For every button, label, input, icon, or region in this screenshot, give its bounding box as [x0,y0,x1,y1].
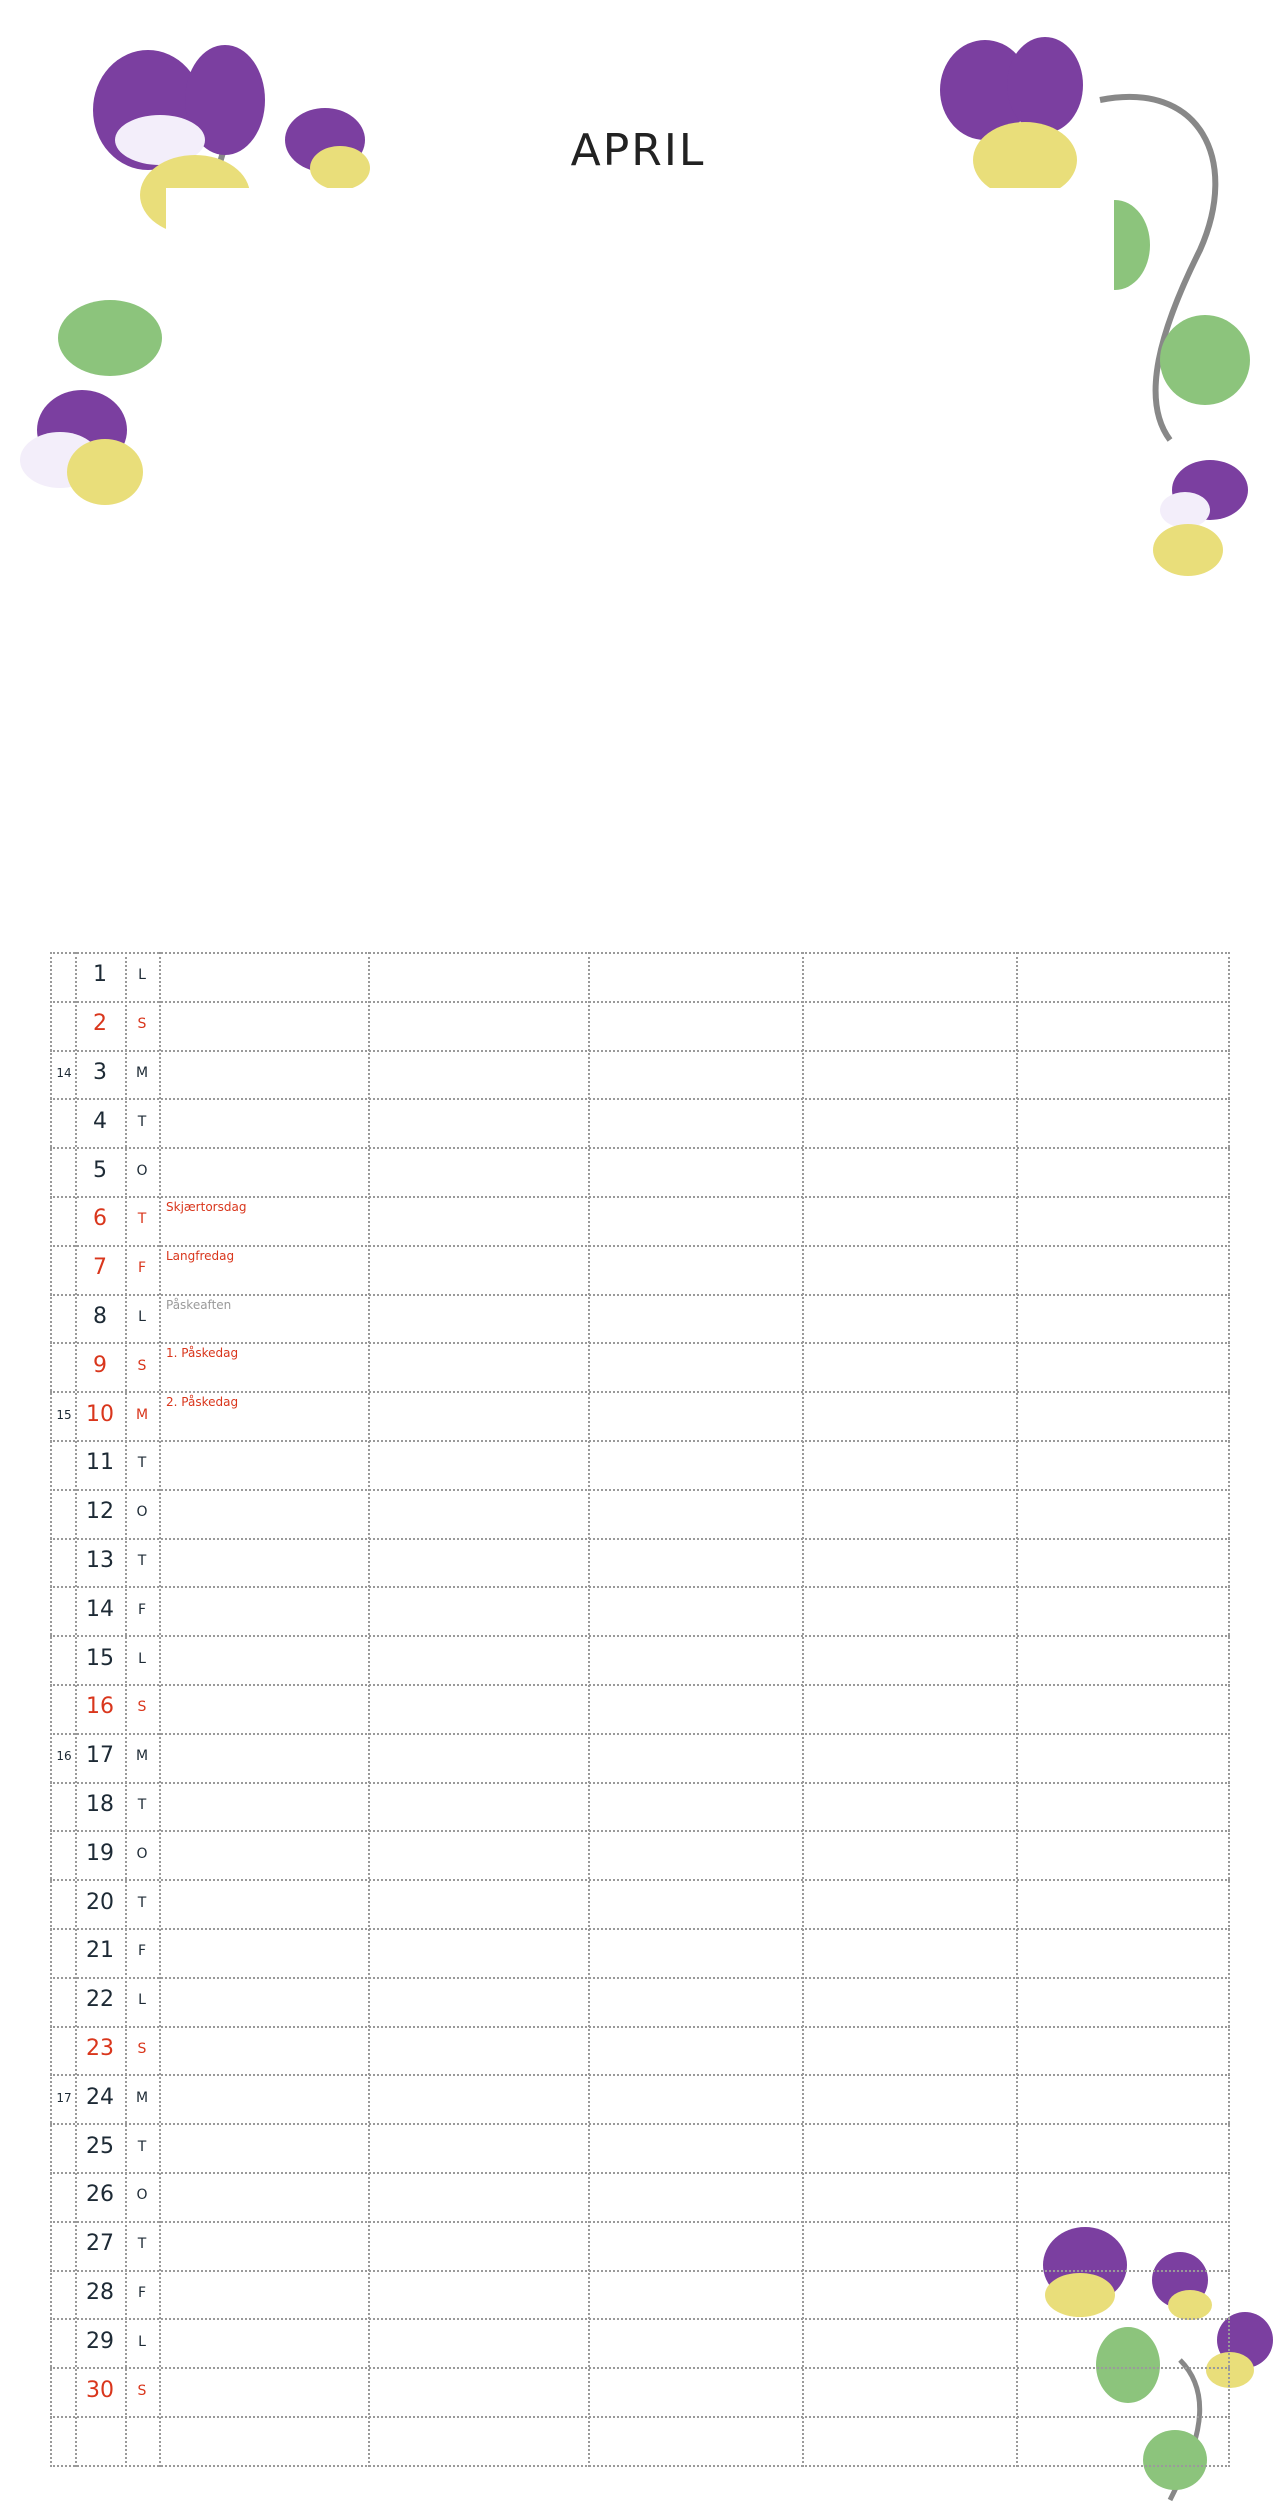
holiday-note: Påskeaften [166,1297,232,1312]
week-number: 16 [56,1749,72,1764]
calendar-grid [50,952,1230,2467]
day-row[interactable] [50,1928,1230,1977]
weekday-letter: L [138,2333,146,2350]
weekday-letter: F [137,1943,147,1960]
day-number: 13 [86,1547,114,1573]
week-number: 15 [56,1407,72,1422]
day-number: 14 [86,1596,114,1622]
day-row[interactable] [50,1147,1230,1196]
weekday-letter: M [135,1748,149,1765]
day-row[interactable] [50,1733,1230,1782]
month-title: APRIL [570,125,706,176]
day-row[interactable] [50,1440,1230,1489]
day-row[interactable] [50,1098,1230,1147]
day-number: 6 [93,1206,107,1232]
grid-line [50,2465,1230,2467]
holiday-note: 2. Påskedag [166,1395,239,1410]
day-row[interactable] [50,2367,1230,2416]
holiday-note: Langfredag [166,1248,235,1263]
weekday-letter: T [137,1552,147,1569]
day-row[interactable] [50,1391,1230,1440]
weekday-letter: M [135,2089,149,2106]
day-number: 16 [86,1694,114,1720]
day-row[interactable] [50,952,1230,1001]
weekday-letter: L [138,1992,146,2009]
day-row[interactable] [50,1977,1230,2026]
weekday-letter: T [137,2138,147,2155]
day-row[interactable] [50,2074,1230,2123]
day-number: 29 [86,2328,114,2354]
day-row[interactable] [50,1684,1230,1733]
day-number: 7 [93,1255,107,1281]
day-number: 15 [86,1645,114,1671]
day-number: 18 [86,1791,114,1817]
day-number: 25 [86,2133,114,2159]
day-number: 2 [93,1011,107,1037]
weekday-letter: T [137,1796,147,1813]
day-row[interactable] [50,1538,1230,1587]
weekday-letter: S [137,1357,147,1374]
day-number: 1 [93,962,107,988]
weekday-letter: O [136,1162,148,1179]
day-number: 11 [86,1450,114,1476]
day-row[interactable] [50,1196,1230,1245]
weekday-letter: F [137,1260,147,1277]
day-number: 17 [86,1743,114,1769]
day-row[interactable] [50,1830,1230,1879]
weekday-letter: S [137,1699,147,1716]
image-placeholder-panel [166,188,1114,938]
day-number: 9 [93,1352,107,1378]
day-number: 22 [86,1987,114,2013]
weekday-letter: M [135,1406,149,1423]
holiday-note: Skjærtorsdag [166,1200,247,1214]
day-number: 3 [93,1059,107,1085]
day-number: 23 [86,2035,114,2061]
day-row[interactable] [50,1586,1230,1635]
day-number: 12 [86,1499,114,1525]
weekday-letter: T [137,1894,147,1911]
day-row[interactable] [50,1050,1230,1099]
day-row[interactable] [50,2172,1230,2221]
day-row[interactable] [50,2123,1230,2172]
day-row[interactable] [50,1879,1230,1928]
day-number: 5 [93,1157,107,1183]
day-number: 27 [86,2231,114,2257]
day-row[interactable] [50,2318,1230,2367]
day-number: 28 [86,2279,114,2305]
day-row[interactable] [50,1782,1230,1831]
weekday-letter: F [137,1601,147,1618]
weekday-letter: S [137,1016,147,1033]
grid-line [50,2416,1230,2418]
week-number: 17 [56,2090,72,2105]
day-number: 19 [86,1840,114,1866]
day-row[interactable] [50,1489,1230,1538]
weekday-letter: S [137,2382,147,2399]
weekday-letter: T [137,1211,147,1228]
week-number: 14 [56,1065,72,1080]
day-number: 21 [86,1938,114,1964]
weekday-letter: L [138,1650,146,1667]
day-number: 26 [86,2182,114,2208]
weekday-letter: F [137,2284,147,2301]
day-row[interactable] [50,1342,1230,1391]
weekday-letter: M [135,1064,149,1081]
day-row[interactable] [50,1245,1230,1294]
weekday-letter: L [138,967,146,984]
weekday-letter: T [137,1113,147,1130]
day-row[interactable] [50,1001,1230,1050]
day-number: 30 [86,2377,114,2403]
weekday-letter: L [138,1308,146,1325]
weekday-letter: T [137,1455,147,1472]
day-number: 10 [86,1401,114,1427]
day-number: 24 [86,2084,114,2110]
day-row[interactable] [50,2221,1230,2270]
day-row[interactable] [50,1635,1230,1684]
day-row[interactable] [50,1294,1230,1343]
day-number: 20 [86,1889,114,1915]
day-row[interactable] [50,2026,1230,2075]
day-row[interactable] [50,2270,1230,2319]
weekday-letter: T [137,2236,147,2253]
weekday-letter: O [136,2187,148,2204]
weekday-letter: S [137,2040,147,2057]
weekday-letter: O [136,1845,148,1862]
holiday-note: 1. Påskedag [166,1346,239,1361]
day-number: 4 [93,1108,107,1134]
weekday-letter: O [136,1504,148,1521]
day-number: 8 [93,1303,107,1329]
